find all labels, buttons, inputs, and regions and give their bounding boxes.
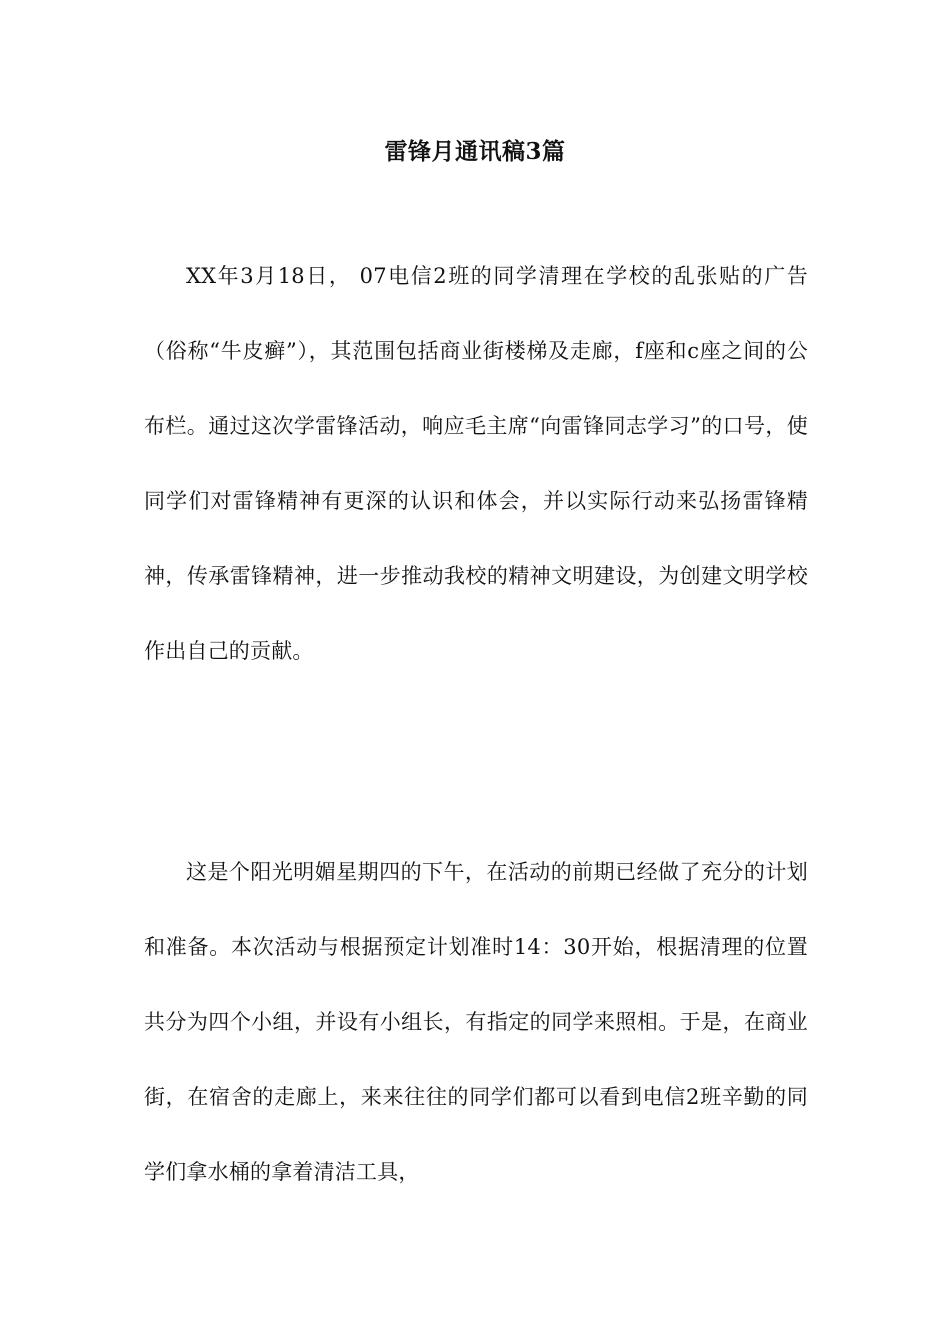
- paragraph-1: XX年3月18日， 07电信2班的同学清理在学校的乱张贴的广告（俗称“牛皮癣”），其范围包括商业街楼梯及走廊，f座和c座之间的公布栏。通过这次学雷锋活动，响应毛主席“向雷锋同志学习”的口号，使同学们对雷锋精神有更深的认识和体会，并以实际行动来弘扬雷锋精神，传承雷锋精神，进一步推动我校的精神文明建设，为创建文明学校作出自己的贡献。: [144, 264, 808, 663]
- paragraph-2: 这是个阳光明媚星期四的下午，在活动的前期已经做了充分的计划和准备。本次活动与根据预定计划准时14：30开始，根据清理的位置共分为四个小组，并设有小组长，有指定的同学来照相。于是，在商业街，在宿舍的走廊上，来来往往的同学们都可以看到电信2班辛勤的同学们拿水桶的拿着清洁工具，: [144, 860, 808, 1184]
- document-title: 雷锋月通讯稿3篇: [384, 138, 566, 165]
